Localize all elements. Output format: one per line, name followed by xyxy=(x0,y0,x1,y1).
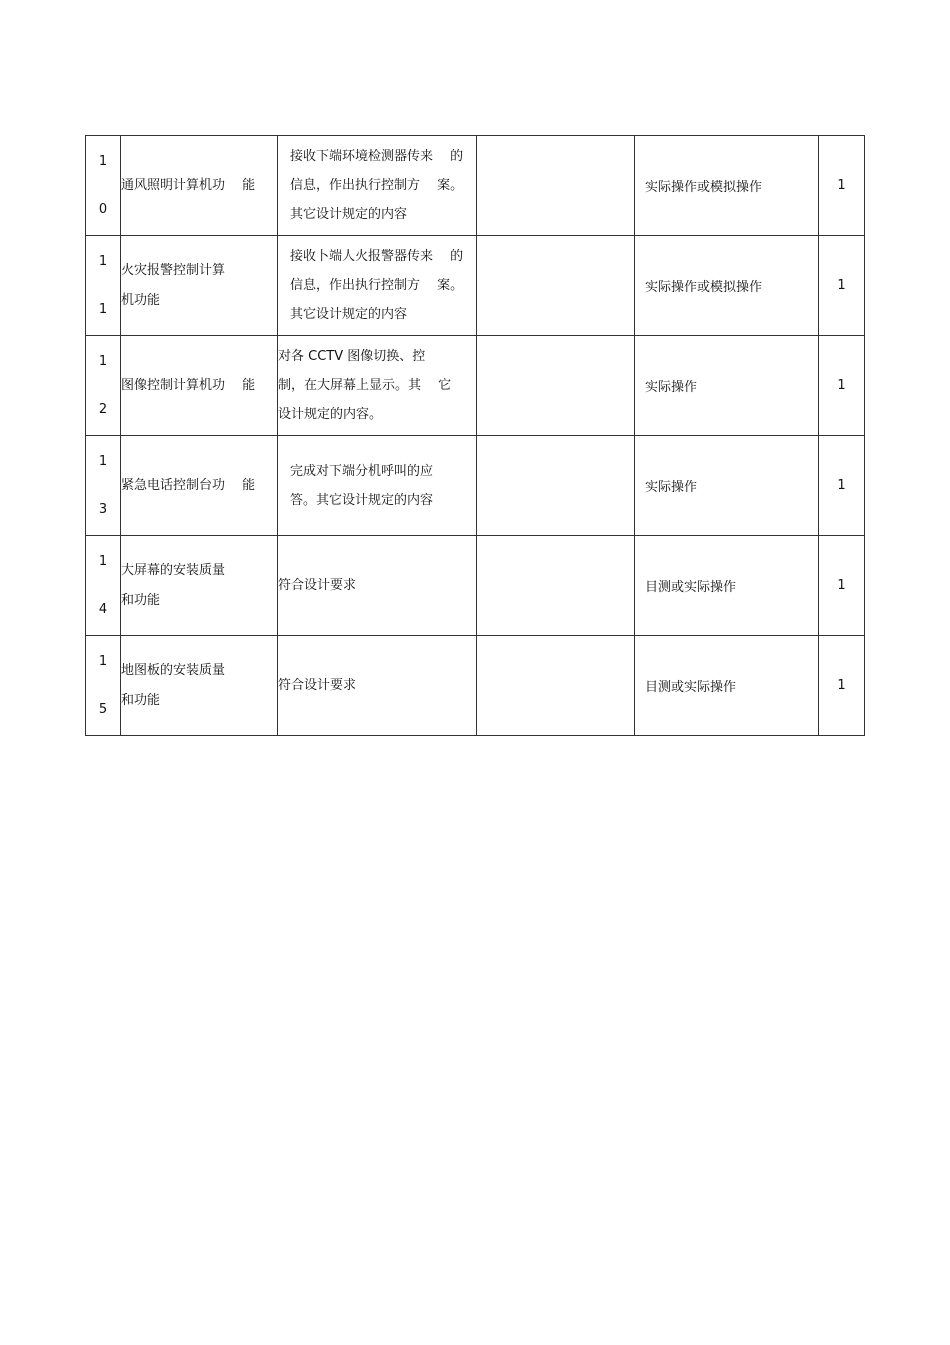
row-number-cell: 1 1 xyxy=(86,236,121,336)
quantity-cell: 1 xyxy=(819,236,865,336)
quantity-cell: 1 xyxy=(819,336,865,436)
blank-cell xyxy=(477,336,635,436)
requirement-cell: 符合设计要求 xyxy=(278,536,477,636)
quantity-cell: 1 xyxy=(819,636,865,736)
blank-cell xyxy=(477,636,635,736)
requirement-cell: 完成对下端分机呼叫的应 答。其它设计规定的内容 xyxy=(278,436,477,536)
table-row xyxy=(86,636,865,736)
quantity-cell: 1 xyxy=(819,136,865,236)
row-number-cell: 1 5 xyxy=(86,636,121,736)
item-name-cell: 图像控制计算机功 能 xyxy=(121,336,278,436)
requirement-cell: 接收卜端人火报警器传来 的 信息，作出执行控制方 案。 其它设计规定的内容 xyxy=(278,236,477,336)
row-number-cell: 1 0 xyxy=(86,136,121,236)
method-cell: 实际操作或模拟操作 xyxy=(635,236,819,336)
requirement-cell: 符合设计要求 xyxy=(278,636,477,736)
table-row xyxy=(86,336,865,436)
item-name-cell: 通风照明计算机功 能 xyxy=(121,136,278,236)
method-cell: 目测或实际操作 xyxy=(635,636,819,736)
quantity-cell: 1 xyxy=(819,436,865,536)
blank-cell xyxy=(477,136,635,236)
row-number-cell: 1 4 xyxy=(86,536,121,636)
method-cell: 目测或实际操作 xyxy=(635,536,819,636)
table-row xyxy=(86,236,865,336)
item-name-cell: 紧急电话控制台功 能 xyxy=(121,436,278,536)
requirement-cell: 对各 CCTV 图像切换、控 制，在大屏幕上显示。其 它 设计规定的内容。 xyxy=(278,336,477,436)
blank-cell xyxy=(477,536,635,636)
table-row xyxy=(86,436,865,536)
table-row xyxy=(86,136,865,236)
row-number-cell: 1 2 xyxy=(86,336,121,436)
quantity-cell: 1 xyxy=(819,536,865,636)
blank-cell xyxy=(477,236,635,336)
item-name-cell: 火灾报警控制计算 机功能 xyxy=(121,236,278,336)
row-number-cell: 1 3 xyxy=(86,436,121,536)
requirement-cell: 接收下端环境检测器传来 的 信息，作出执行控制方 案。 其它设计规定的内容 xyxy=(278,136,477,236)
method-cell: 实际操作 xyxy=(635,436,819,536)
method-cell: 实际操作或模拟操作 xyxy=(635,136,819,236)
item-name-cell: 地图板的安装质量 和功能 xyxy=(121,636,278,736)
blank-cell xyxy=(477,436,635,536)
table-row xyxy=(86,536,865,636)
item-name-cell: 大屏幕的安装质量 和功能 xyxy=(121,536,278,636)
method-cell: 实际操作 xyxy=(635,336,819,436)
inspection-table xyxy=(85,135,865,736)
